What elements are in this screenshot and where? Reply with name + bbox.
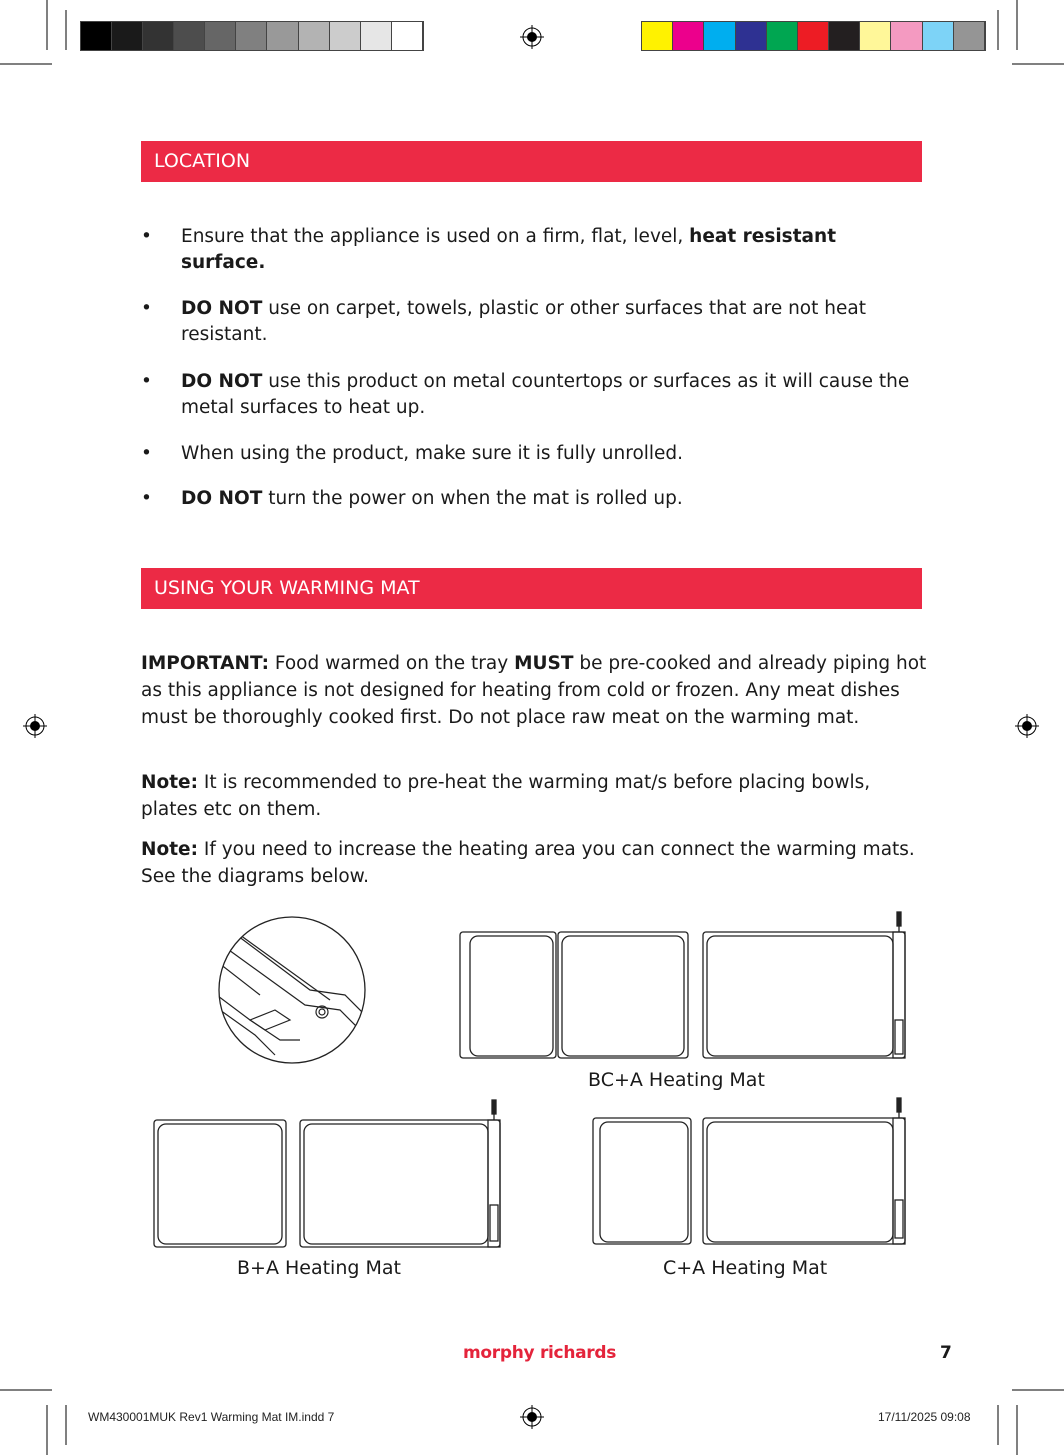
file-info: WM430001MUK Rev1 Warming Mat IM.indd 7	[88, 1410, 335, 1424]
diagram-caption-c-a: C+A Heating Mat	[663, 1257, 828, 1279]
section-heading-location: LOCATION	[141, 141, 922, 182]
c-a-mat-diagram	[593, 1098, 905, 1244]
date-info: 17/11/2025 09:08	[878, 1410, 971, 1424]
page-number: 7	[940, 1343, 952, 1363]
section-heading-using: USING YOUR WARMING MAT	[141, 568, 922, 609]
bullet-text: use on carpet, towels, plastic or other surfaces that are not heat resistant.	[181, 298, 866, 345]
bullet: •	[141, 226, 152, 247]
bullet-text: turn the power on when the mat is rolled up.	[262, 488, 683, 509]
bullet: •	[141, 443, 152, 464]
bullet-text: When using the product, make sure it is fully unrolled.	[181, 443, 684, 464]
note-text: If you need to increase the heating area you can connect the warming mats. See the diagrams below.	[141, 839, 915, 887]
bc-a-mat-diagram	[460, 912, 905, 1058]
bullet: •	[141, 371, 152, 392]
bullet-text: use this product on metal countertops or surfaces as it will cause the metal surfaces to heat up.	[181, 371, 910, 418]
note-text: It is recommended to pre-heat the warming mat/s before placing bowls, plates etc on them.	[141, 772, 871, 820]
connector-detail-illustration	[210, 917, 380, 1063]
bullet-text: Ensure that the appliance is used on a firm, flat, level,	[181, 226, 690, 247]
bullet: •	[141, 298, 152, 319]
diagram-caption-b-a: B+A Heating Mat	[237, 1257, 401, 1279]
important-text: Food warmed on the tray	[268, 653, 515, 674]
bullet-bold-text: DO NOT	[181, 371, 263, 392]
must-label: MUST	[514, 653, 574, 674]
bullet-bold-text: heat resistant surface.	[181, 226, 837, 273]
bullet-bold-text: DO NOT	[181, 488, 263, 509]
note-label: Note:	[141, 772, 198, 793]
bullet-bold-text: DO NOT	[181, 298, 263, 319]
important-label: IMPORTANT:	[141, 653, 269, 674]
bullet: •	[141, 488, 152, 509]
brand-logo: morphy richards	[463, 1343, 617, 1363]
diagram-caption-bc-a: BC+A Heating Mat	[588, 1069, 765, 1091]
note-label: Note:	[141, 839, 198, 860]
important-text: be pre-cooked and already piping hot as this appliance is not designed for heating from cold or frozen. Any meat dishes must be thoroughly cooked first. Do not place raw meat on the warming mat.	[141, 653, 927, 728]
b-a-mat-diagram	[154, 1100, 500, 1247]
